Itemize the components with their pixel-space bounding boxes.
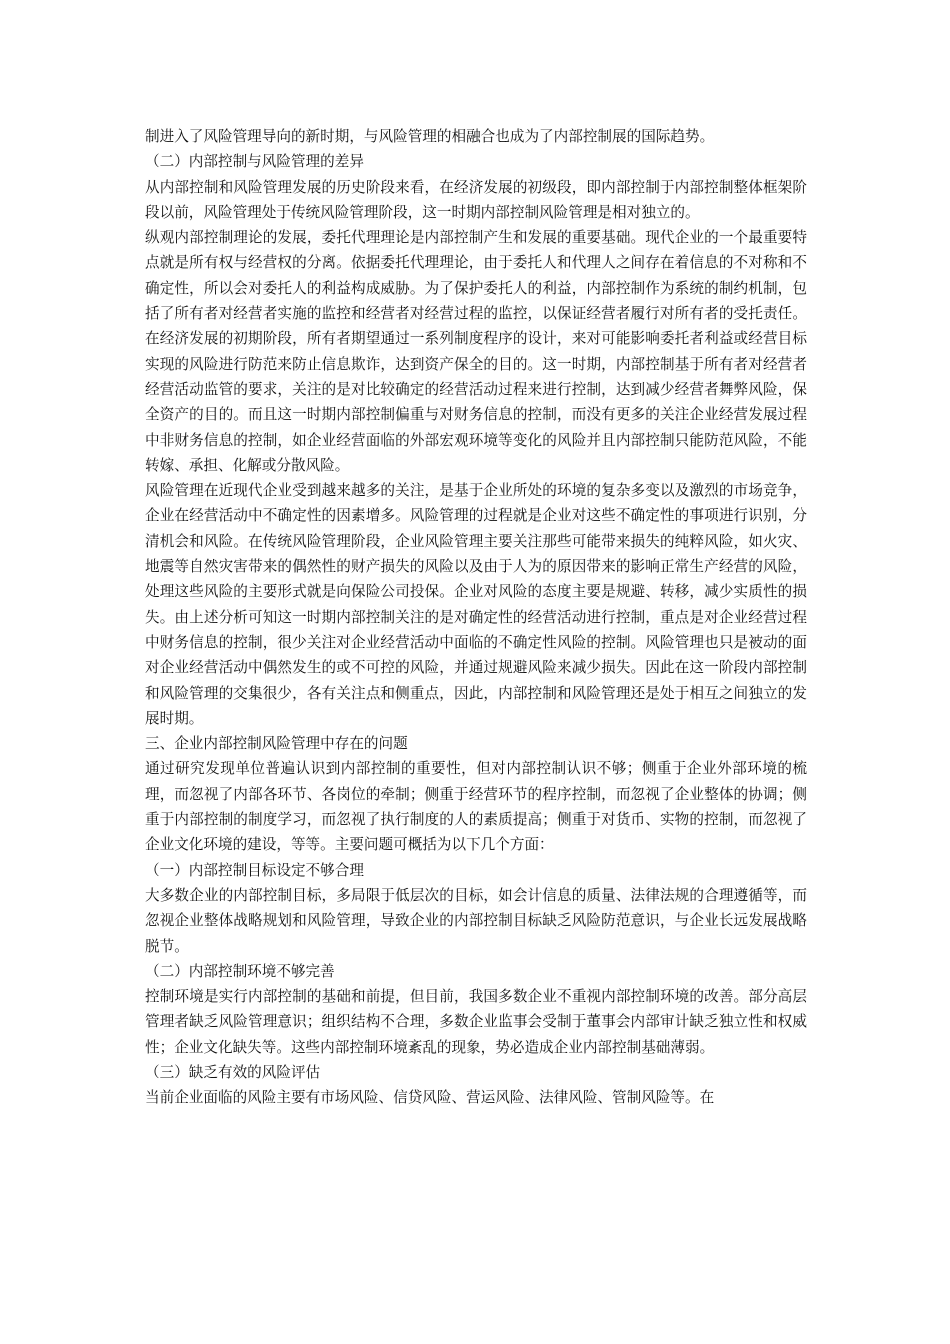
- paragraph-5: 通过研究发现单位普遍认识到内部控制的重要性，但对内部控制认识不够；侧重于企业外部环境的梳理，而忽视了内部各环节、各岗位的牵制；侧重于经营环节的程序控制，而忽视了企业整体的协调；侧重于内部控制的制度学习，而忽视了执行制度的人的素质提高；侧重于对货币、实物的控制，而忽视了企业文化环境的建设，等等。主要问题可概括为以下几个方面：: [145, 760, 807, 854]
- section-heading-differences: （二）内部控制与风险管理的差异: [145, 153, 364, 171]
- document-page: [145, 124, 807, 1111]
- subheading-control-environment: （二）内部控制环境不够完善: [145, 962, 335, 980]
- section-heading-problems: 三、企业内部控制风险管理中存在的问题: [145, 735, 408, 753]
- subheading-control-objectives: （一）内部控制目标设定不够合理: [145, 861, 364, 879]
- paragraph-8: 当前企业面临的风险主要有市场风险、信贷风险、营运风险、法律风险、管制风险等。在: [145, 1089, 715, 1107]
- paragraph-4: 风险管理在近现代企业受到越来越多的关注，是基于企业所处的环境的复杂多变以及激烈的市场竞争，企业在经营活动中不确定性的因素增多。风险管理的过程就是企业对这些不确定性的事项进行识别，分清机会和风险。在传统风险管理阶段，企业风险管理主要关注那些可能带来损失的纯粹风险，如火灾、地震等自然灾害带来的偶然性的财产损失的风险以及由于人为的原因带来的影响正常生产经营的风险，处理这些风险的主要形式就是向保险公司投保。企业对风险的态度主要是规避、转移，减少实质性的损失。由上述分析可知这一时期内部控制关注的是对确定性的经营活动进行控制，重点是对企业经营过程中财务信息的控制，很少关注对企业经营活动中面临的不确定性风险的控制。风险管理也只是被动的面对企业经营活动中偶然发生的或不可控的风险，并通过规避风险来减少损失。因此在这一阶段内部控制和风险管理的交集很少，各有关注点和侧重点，因此，内部控制和风险管理还是处于相互之间独立的发展时期。: [145, 482, 807, 727]
- paragraph-1: 制进入了风险管理导向的新时期，与风险管理的相融合也成为了内部控制展的国际趋势。: [145, 128, 715, 145]
- subheading-risk-assessment: （三）缺乏有效的风险评估: [145, 1063, 321, 1081]
- paragraph-6: 大多数企业的内部控制目标，多局限于低层次的目标，如会计信息的质量、法律法规的合理遵循等，而忽视企业整体战略规划和风险管理，导致企业的内部控制目标缺乏风险防范意识，与企业长远发展战略脱节。: [145, 886, 807, 955]
- paragraph-3: 纵观内部控制理论的发展，委托代理理论是内部控制产生和发展的重要基础。现代企业的一个最重要特点就是所有权与经营权的分离。依据委托代理理论，由于委托人和代理人之间存在着信息的不对称和不确定性，所以会对委托人的利益构成威胁。为了保护委托人的利益，内部控制作为系统的制约机制，包括了所有者对经营者实施的监控和经营者对经营过程的监控，以保证经营者履行对所有者的受托责任。在经济发展的初期阶段，所有者期望通过一系列制度程序的设计，来对可能影响委托者利益或经营目标实现的风险进行防范来防止信息欺诈，达到资产保全的目的。这一时期，内部控制基于所有者对经营者经营活动监管的要求，关注的是对比较确定的经营活动过程来进行控制，达到减少经营者舞弊风险，保全资产的目的。而且这一时期内部控制偏重与对财务信息的控制，而没有更多的关注企业经营发展过程中非财务信息的控制，如企业经营面临的外部宏观环境等变化的风险并且内部控制只能防范风险，不能转嫁、承担、化解或分散风险。: [145, 229, 807, 474]
- paragraph-7: 控制环境是实行内部控制的基础和前提，但目前，我国多数企业不重视内部控制环境的改善。部分高层管理者缺乏风险管理意识；组织结构不合理，多数企业监事会受制于董事会内部审计缺乏独立性和权威性；企业文化缺失等。这些内部控制环境紊乱的现象，势必造成企业内部控制基础薄弱。: [145, 988, 807, 1056]
- paragraph-2: 从内部控制和风险管理发展的历史阶段来看，在经济发展的初级段，即内部控制于内部控制整体框架阶段以前，风险管理处于传统风险管理阶段，这一时期内部控制风险管理是相对独立的。: [145, 178, 807, 221]
